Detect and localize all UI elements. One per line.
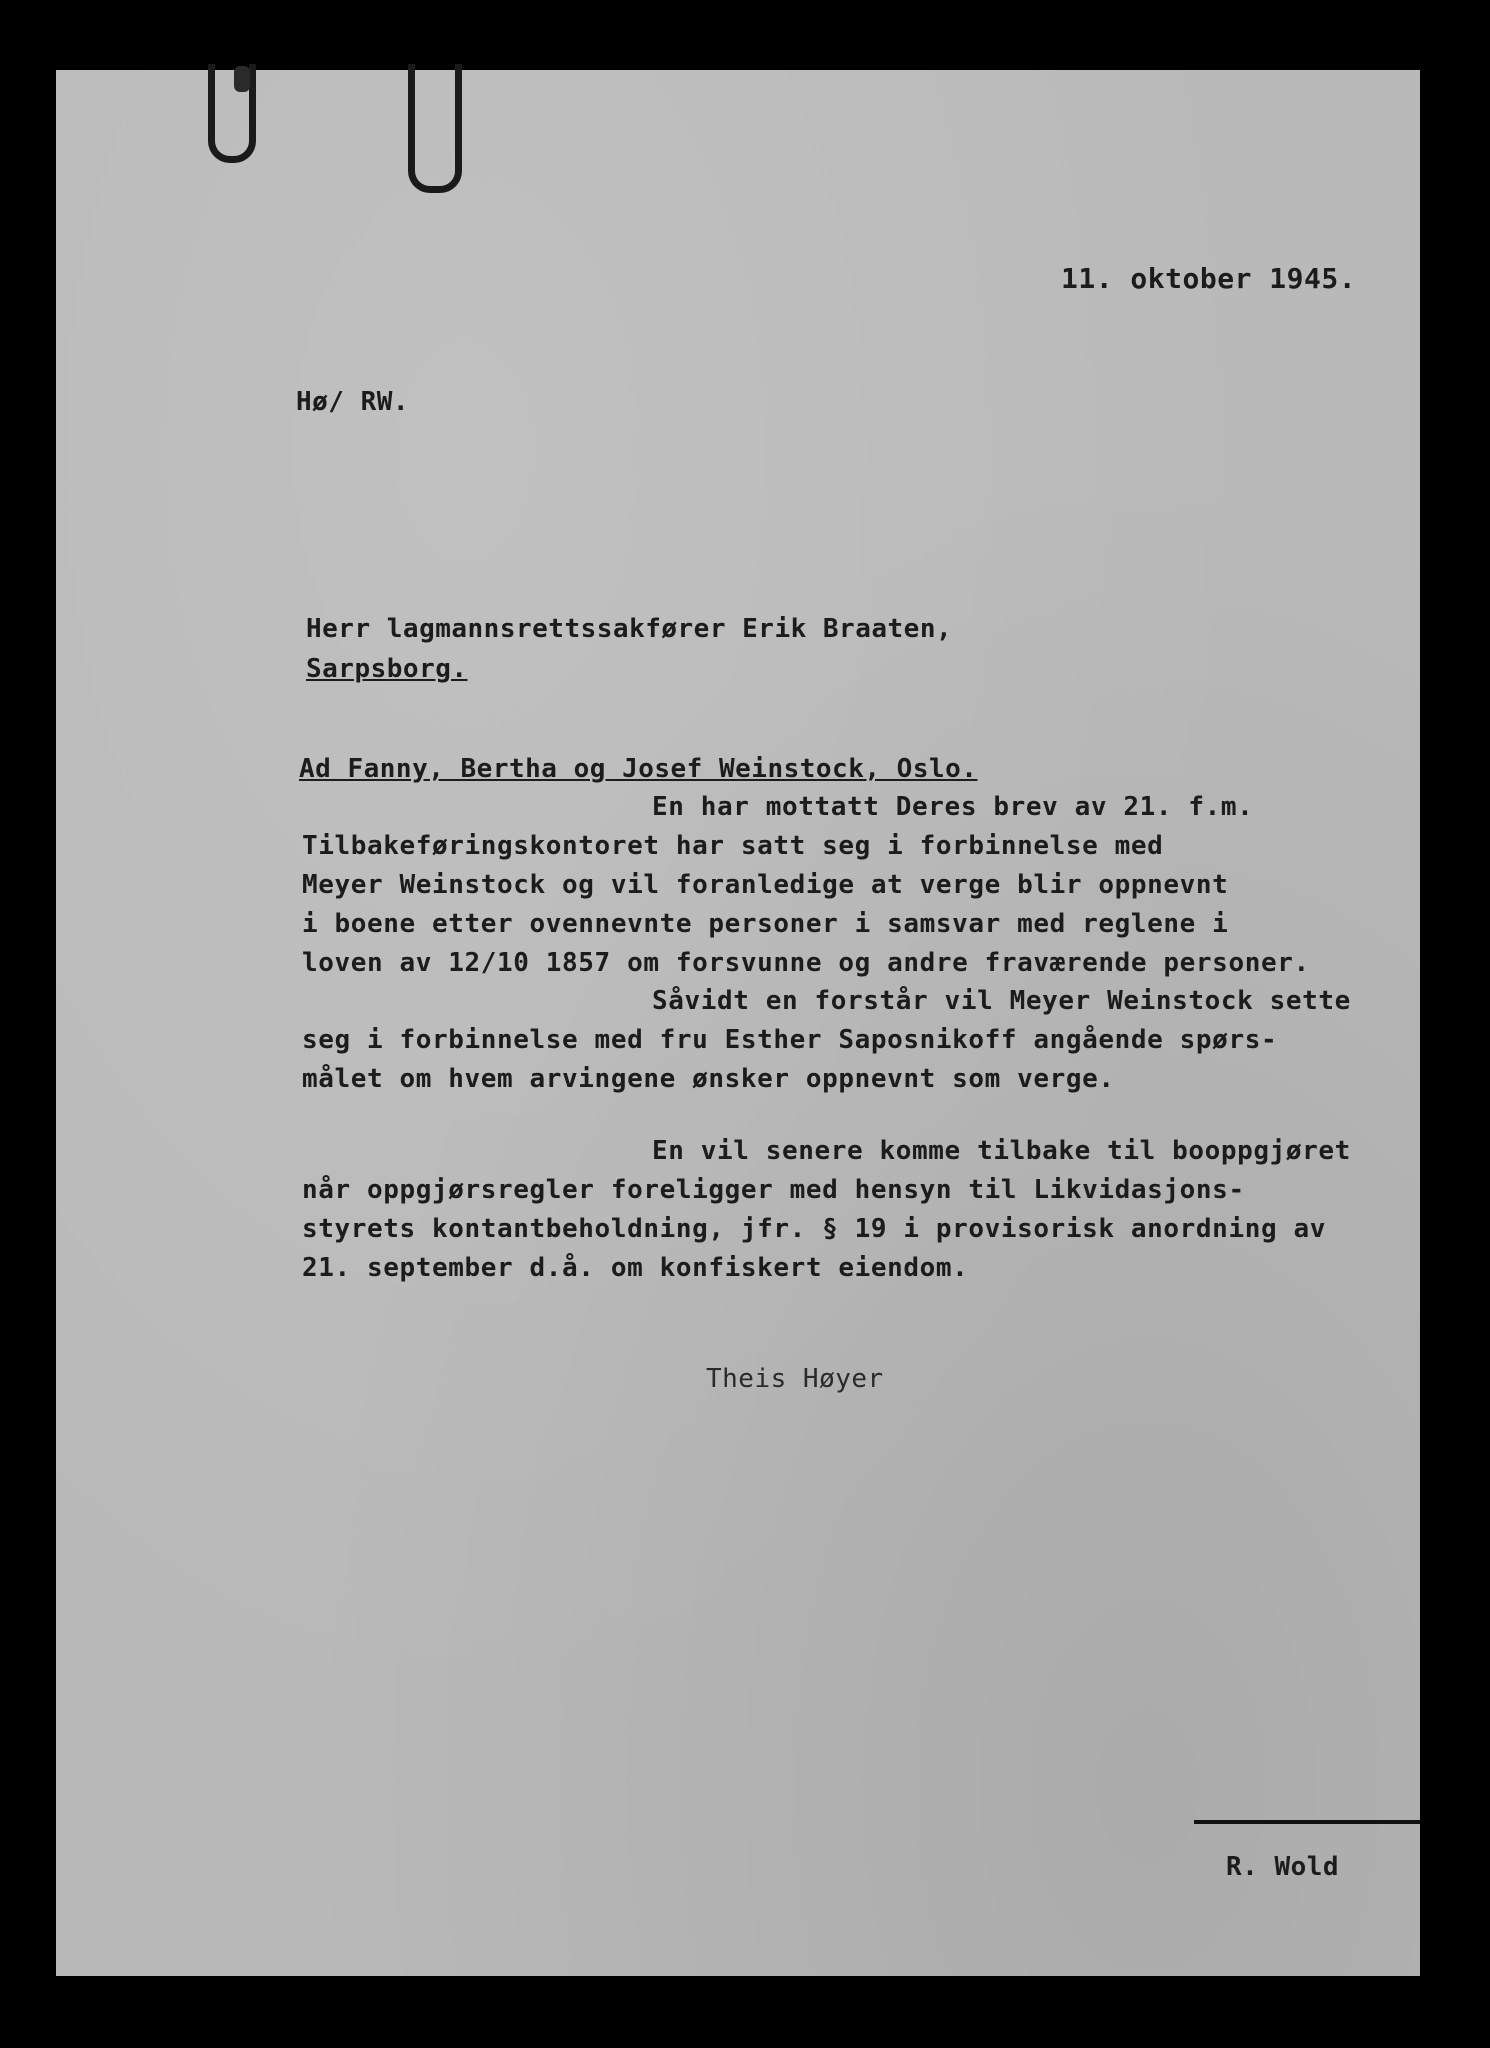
paragraph-line: En vil senere komme tilbake til booppgjøret <box>652 1136 1351 1166</box>
initials-rule <box>1194 1820 1420 1824</box>
paragraph-line: i boene etter ovennevnte personer i samsvar med reglene i <box>302 909 1229 939</box>
paragraph-line: styrets kontantbeholdning, jfr. § 19 i provisorisk anordning av <box>302 1214 1326 1244</box>
paragraph-line: Tilbakeføringskontoret har satt seg i forbinnelse med <box>302 831 1164 861</box>
reference-code: Hø/ RW. <box>296 387 410 417</box>
paragraph-line: En har mottatt Deres brev av 21. f.m. <box>652 792 1254 822</box>
paragraph-line: 21. september d.å. om konfiskert eiendom. <box>302 1253 969 1283</box>
paragraph-3 <box>302 1132 1442 1288</box>
paragraph-line: Meyer Weinstock og vil foranledige at verge blir oppnevnt <box>302 870 1229 900</box>
paragraph-line: Såvidt en forstår vil Meyer Weinstock sette <box>652 986 1351 1016</box>
recipient-city: Sarpsborg. <box>306 654 468 684</box>
letter-date: 11. oktober 1945. <box>1061 262 1357 295</box>
paper-clip-right <box>408 64 462 193</box>
paper-clip-shadow <box>234 66 250 92</box>
paragraph-line: når oppgjørsregler foreligger med hensyn til Likvidasjons- <box>302 1175 1245 1205</box>
paragraph-2 <box>302 982 1442 1099</box>
paragraph-line: seg i forbinnelse med fru Esther Saposnikoff angående spørs- <box>302 1025 1278 1055</box>
typist-initials: R. Wold <box>1226 1852 1340 1882</box>
paragraph-line: målet om hvem arvingene ønsker oppnevnt som verge. <box>302 1064 1115 1094</box>
subject-line: Ad Fanny, Bertha og Josef Weinstock, Oslo. <box>299 754 978 784</box>
recipient-name: Herr lagmannsrettssakfører Erik Braaten, <box>306 614 953 644</box>
paragraph-1 <box>302 788 1442 983</box>
paragraph-line: loven av 12/10 1857 om forsvunne og andre fraværende personer. <box>302 948 1310 978</box>
signature: Theis Høyer <box>706 1364 884 1394</box>
letter-sheet <box>56 70 1420 1976</box>
